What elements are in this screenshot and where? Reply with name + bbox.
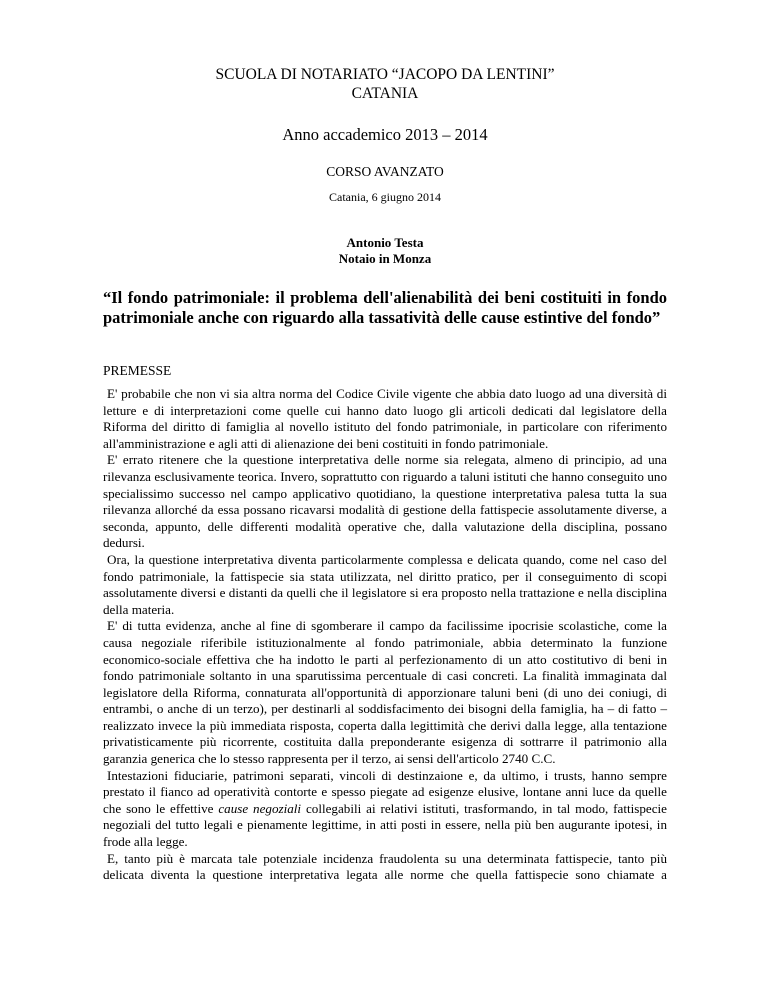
paragraph-5-end: collegabili ai relativi istituti, trasformando, in tal modo, fattispecie negoziali del tutto legali e pienamente legittime, in atti posti in essere, nella più ben augurante ipotesi, in frode alla legge. xyxy=(103,800,667,850)
paragraph-6: E, tanto più è marcata tale potenziale incidenza fraudolenta su una determinata fattispecie, tanto più delicata diventa la questione interpretativa legata alle norme che quella fattispecie sono chiamate a xyxy=(103,850,667,883)
school-city: CATANIA xyxy=(351,85,419,102)
document-title: “Il fondo patrimoniale: il problema dell'alienabilità dei beni costituiti in fondo patrimoniale anche con riguardo alla tassatività delle cause estintive del fondo” xyxy=(103,288,667,327)
paragraph-2: E' errato ritenere che la questione interpretativa delle norme sia relegata, almeno di principio, ad una rilevanza esclusivamente teorica. Invero, soprattutto con riguardo a taluni istituti che hanno conseguito uno specialissimo successo nel campo applicativo quotidiano, la questione interpretativa palesa tutta la sua rilevanza allorché da essa possano ricavarsi modalità di gestione della fattispecie assolutamente diverse, a seconda, appunto, delle differenti modalità operative che, dalla valutazione della disciplina, possano dedursi. xyxy=(103,452,667,551)
author-name: Antonio Testa xyxy=(346,235,424,250)
author-role: Notaio in Monza xyxy=(338,251,432,266)
paragraph-5 xyxy=(103,768,667,851)
paragraph-3: Ora, la questione interpretativa diventa particolarmente complessa e delicata quando, come nel caso del fondo patrimoniale, la fattispecie sia stata utilizzata, nel diritto pratico, per il conseguimento di scopi assolutamente diversi e distanti da quelli che il legislatore si era proposto nella trattazione e nella disciplina della materia. xyxy=(103,551,667,617)
lecture-date: Catania, 6 giugno 2014 xyxy=(329,190,441,204)
paragraph-5-start: Intestazioni fiduciarie, patrimoni separati, vincoli di destinzaione e, da ultimo, i trusts, hanno sempre prestato il fianco ad operatività contorte e spesso piegate ad esigenze elusive, lontane anni luce da quelle che sono le effettive xyxy=(103,767,667,816)
paragraph-5-italic: cause negoziali xyxy=(218,800,302,816)
paragraph-1: E' probabile che non vi sia altra norma del Codice Civile vigente che abbia dato luogo ad una diversità di letture e di interpretazioni come quelle cui hanno dato luogo gli articoli dedicati dal legislatore della Riforma del diritto di famiglia al novello istituto del fondo patrimoniale, in particolare con riferimento all'amministrazione e agli atti di alienazione dei beni costituiti in fondo patrimoniale. xyxy=(103,386,667,451)
course-name: CORSO AVANZATO xyxy=(326,164,444,179)
paragraph-4: E' di tutta evidenza, anche al fine di sgomberare il campo da facilissime ipocrisie scolastiche, come la causa negoziale riferibile istituzionalmente al fondo patrimoniale, abbia determinato la funzione economico-sociale effettiva che ha indotto le parti al perfezionamento di un atto costitutivo di beni in fondo patrimoniale soltanto in una sparutissima percentuale di casi concreti. La finalità immaginata dal legislatore della Riforma, connaturata all'opportunità di apporzionare taluni beni (di uno dei coniugi, di entrambi, o anche di un terzo), per destinarli al soddisfacimento dei bisogni della famiglia, ha – di fatto – realizzato invece la più immediata risposta, coperta dalla legittimità che derivi dalla legge, alla tentazione privatisticamente più ricorrente, costituita dalla preponderante esigenza di sottrarre il patrimonio alla garanzia generica che lo stesso rappresenta per il terzo, ai sensi dell'articolo 2740 C.C. xyxy=(103,618,667,767)
section-heading: PREMESSE xyxy=(103,363,172,378)
school-name: SCUOLA DI NOTARIATO “JACOPO DA LENTINI” xyxy=(215,66,555,83)
body-text xyxy=(103,386,667,884)
academic-year: Anno accademico 2013 – 2014 xyxy=(282,125,488,144)
